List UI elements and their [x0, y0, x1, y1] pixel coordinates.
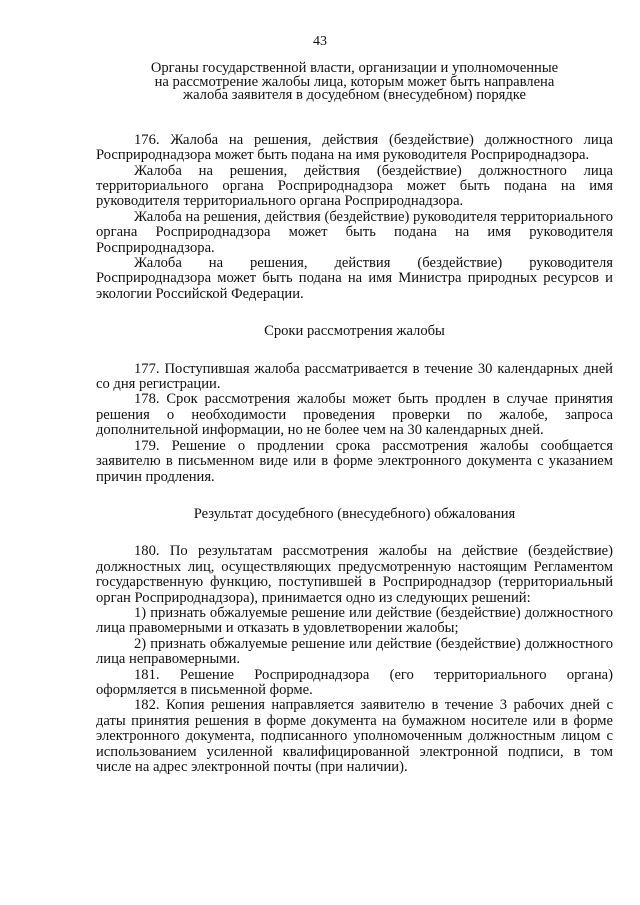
paragraph-179: 179. Решение о продлении срока рассмотрения жалобы сообщается заявителю в письменном виде или в форме электронного документа с указанием причин продления.: [96, 437, 613, 485]
paragraph-180-item-2: 2) признать обжалуемые решение или действие (бездействие) должностного лица неправомерными.: [96, 635, 613, 668]
paragraph-177: 177. Поступившая жалоба рассматривается в течение 30 календарных дней со дня регистрации.: [96, 360, 613, 393]
section-heading-terms: Сроки рассмотрения жалобы: [264, 323, 445, 340]
paragraph-180: 180. По результатам рассмотрения жалобы на действие (бездействие) должностных лиц, осуществляющих предусмотренную настоящим Регламентом государственную функцию, поступившей в Росприроднадзор (территориальный орган Росприроднадзора), принимается одно из следующих решений:: [96, 543, 613, 606]
paragraph-181: 181. Решение Росприроднадзора (его территориального органа) оформляется в письменной форме.: [96, 666, 613, 698]
page-content: [96, 62, 613, 775]
heading-line: Органы государственной власти, организации и уполномоченные: [150, 60, 559, 76]
paragraph-176-head-territorial: Жалоба на решения, действия (бездействие) руководителя территориального органа Росприроднадзора может быть подана на имя руководителя Росприроднадзора.: [96, 208, 613, 256]
paragraph-180-item-1: 1) признать обжалуемые решение или действие (бездействие) должностного лица правомерными и отказать в удовлетворении жалобы;: [96, 604, 613, 637]
paragraph-176: 176. Жалоба на решения, действия (бездействие) должностного лица Росприроднадзора может быть подана на имя руководителя Росприроднадзора.: [96, 131, 613, 164]
section-heading-authorities: [96, 62, 613, 103]
paragraph-178: 178. Срок рассмотрения жалобы может быть продлен в случае принятия решения о необходимости проведения проверки по жалобе, запроса дополнительной информации, но не более чем на 30 календарных дней.: [96, 391, 613, 439]
paragraph-176-head: Жалоба на решения, действия (бездействие) руководителя Росприроднадзора может быть подана на имя Министра природных ресурсов и экологии Российской Федерации.: [96, 255, 613, 302]
section-heading-result: Результат досудебного (внесудебного) обжалования: [193, 505, 516, 522]
page-number: 43: [313, 34, 327, 49]
heading-line: на рассмотрение жалобы лица, которым может быть направлена: [154, 73, 555, 90]
paragraph-182: 182. Копия решения направляется заявителю в течение 3 рабочих дней с даты принятия решения в форме документа на бумажном носителе или в форме электронного документа, подписанного уполномоченным должностным лицом с использованием усиленной квалифицированной электронной подписи, в том числе на адрес электронной почты (при наличии).: [96, 697, 613, 775]
paragraph-176-territorial: Жалоба на решения, действия (бездействие) должностного лица территориального органа Росприроднадзора может быть подана на имя руководителя территориального органа Росприроднадзора.: [96, 162, 613, 210]
heading-line: жалоба заявителя в досудебном (внесудебном) порядке: [182, 87, 526, 104]
